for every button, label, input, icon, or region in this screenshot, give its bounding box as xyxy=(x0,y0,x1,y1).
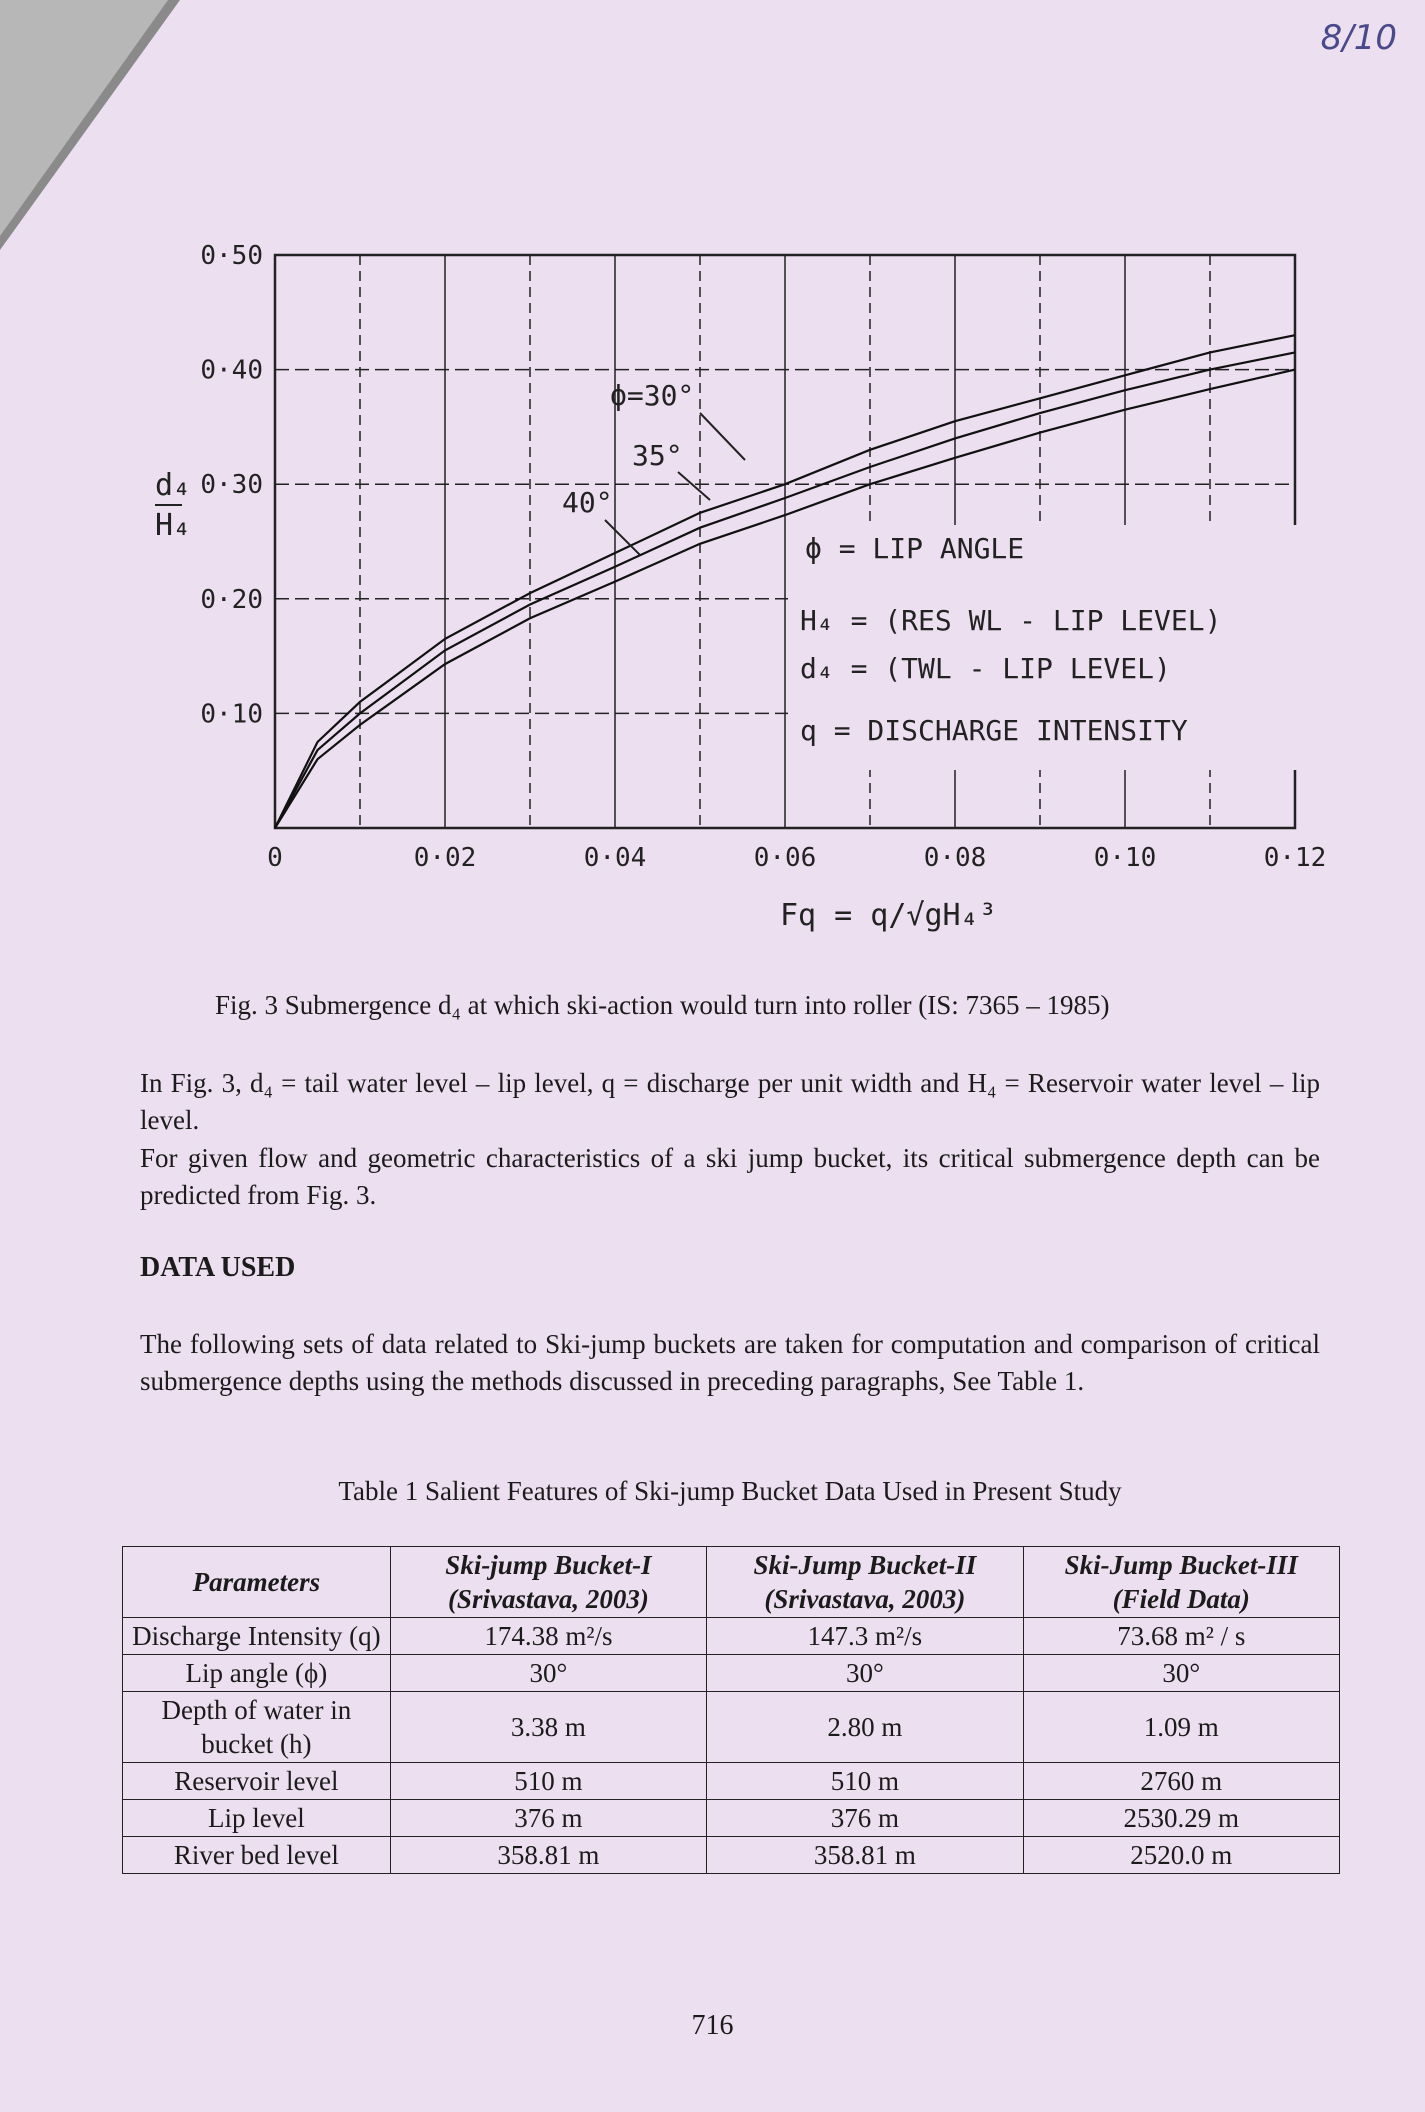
figure-caption: Fig. 3 Submergence d₄ at which ski-action would turn into roller (IS: 7365 – 1985) xyxy=(215,990,1110,1020)
table-header: Ski-jump Bucket-I (Srivastava, 2003) xyxy=(390,1547,706,1618)
legend-h4: H₄ = (RES WL - LIP LEVEL) xyxy=(800,604,1222,637)
table-cell: 174.38 m²/s xyxy=(390,1618,706,1655)
y-tick-label: 0·20 xyxy=(200,584,263,615)
table-cell: Lip angle (ϕ) xyxy=(123,1655,391,1692)
table-row xyxy=(123,1692,1340,1763)
legend-q: q = DISCHARGE INTENSITY xyxy=(800,714,1188,747)
table-row xyxy=(123,1837,1340,1874)
table-row xyxy=(123,1618,1340,1655)
table-header-row xyxy=(123,1547,1340,1618)
table-row xyxy=(123,1655,1340,1692)
table-cell: 2.80 m xyxy=(707,1692,1023,1763)
paragraph-data-used: The following sets of data related to Ski-jump buckets are taken for computation and comparison of critical submergence depths using the methods discussed in preceding paragraphs, See Table 1. xyxy=(140,1329,1320,1396)
folded-page-corner-shade xyxy=(0,0,168,236)
table-cell: 510 m xyxy=(390,1763,706,1800)
table-cell: 30° xyxy=(707,1655,1023,1692)
table-cell: 1.09 m xyxy=(1023,1692,1339,1763)
table-cell: Lip level xyxy=(123,1800,391,1837)
y-axis-label-bottom: H₄ xyxy=(155,508,192,543)
table-cell: Depth of water in bucket (h) xyxy=(123,1692,391,1763)
y-tick-label: 0·50 xyxy=(200,241,263,271)
x-tick-labels xyxy=(267,843,1326,873)
y-tick-label: 0·40 xyxy=(200,355,263,386)
table-header: Parameters xyxy=(123,1547,391,1618)
figure-3 xyxy=(155,230,1350,980)
y-axis-label-top: d₄ xyxy=(155,468,192,503)
table-cell: 30° xyxy=(390,1655,706,1692)
table-cell: 376 m xyxy=(707,1800,1023,1837)
page-number: 716 xyxy=(691,2010,734,2041)
data-table xyxy=(122,1546,1340,1874)
table-cell: 73.68 m² / s xyxy=(1023,1618,1339,1655)
x-tick-label: 0·02 xyxy=(413,843,477,873)
table-cell: 358.81 m xyxy=(390,1837,706,1874)
table-header: Ski-Jump Bucket-III (Field Data) xyxy=(1023,1547,1339,1618)
x-tick-label: 0·08 xyxy=(923,843,987,873)
y-tick-label: 0·10 xyxy=(200,699,263,730)
curve-label-leader xyxy=(700,413,745,460)
curve-label-40: 40° xyxy=(562,486,613,519)
curve-label-30: ϕ=30° xyxy=(610,379,695,412)
handwritten-note: 8/10 xyxy=(1320,18,1397,58)
x-axis-label: Fq = q/√gH₄³ xyxy=(780,898,997,933)
table-cell: Discharge Intensity (q) xyxy=(123,1618,391,1655)
paragraph-fig-explanation: In Fig. 3, d₄ = tail water level – lip level, q = discharge per unit width and H₄ = Reservoir water level – lip level. xyxy=(140,1068,1320,1135)
table-cell: 2530.29 m xyxy=(1023,1800,1339,1837)
curve-label-35: 35° xyxy=(632,439,683,472)
section-heading: DATA USED xyxy=(140,1252,296,1283)
table-row xyxy=(123,1763,1340,1800)
y-tick-labels xyxy=(200,241,263,729)
table-cell: 376 m xyxy=(390,1800,706,1837)
legend-d4: d₄ = (TWL - LIP LEVEL) xyxy=(800,652,1171,685)
table-cell: Reservoir level xyxy=(123,1763,391,1800)
table-row xyxy=(123,1800,1340,1837)
table-cell: 2760 m xyxy=(1023,1763,1339,1800)
table-cell: 510 m xyxy=(707,1763,1023,1800)
table-caption: Table 1 Salient Features of Ski-jump Bucket Data Used in Present Study xyxy=(338,1476,1122,1506)
table-cell: River bed level xyxy=(123,1837,391,1874)
x-tick-label: 0 xyxy=(267,843,283,873)
chart-svg xyxy=(155,230,1350,980)
curve-label-leader-2 xyxy=(678,472,710,500)
x-tick-label: 0·10 xyxy=(1093,843,1157,873)
legend-lip-angle: ϕ = LIP ANGLE xyxy=(805,532,1025,565)
table-cell: 147.3 m²/s xyxy=(707,1618,1023,1655)
y-tick-label: 0·30 xyxy=(200,470,263,501)
paragraph-prediction: For given flow and geometric characteristics of a ski jump bucket, its critical submergence depth can be predicted from Fig. 3. xyxy=(140,1143,1320,1210)
table-cell: 3.38 m xyxy=(390,1692,706,1763)
table-header: Ski-Jump Bucket-II (Srivastava, 2003) xyxy=(707,1547,1023,1618)
x-tick-label: 0·04 xyxy=(583,843,647,873)
table-cell: 30° xyxy=(1023,1655,1339,1692)
table-cell: 2520.0 m xyxy=(1023,1837,1339,1874)
table-cell: 358.81 m xyxy=(707,1837,1023,1874)
x-tick-label: 0·12 xyxy=(1263,843,1327,873)
x-tick-label: 0·06 xyxy=(753,843,817,873)
